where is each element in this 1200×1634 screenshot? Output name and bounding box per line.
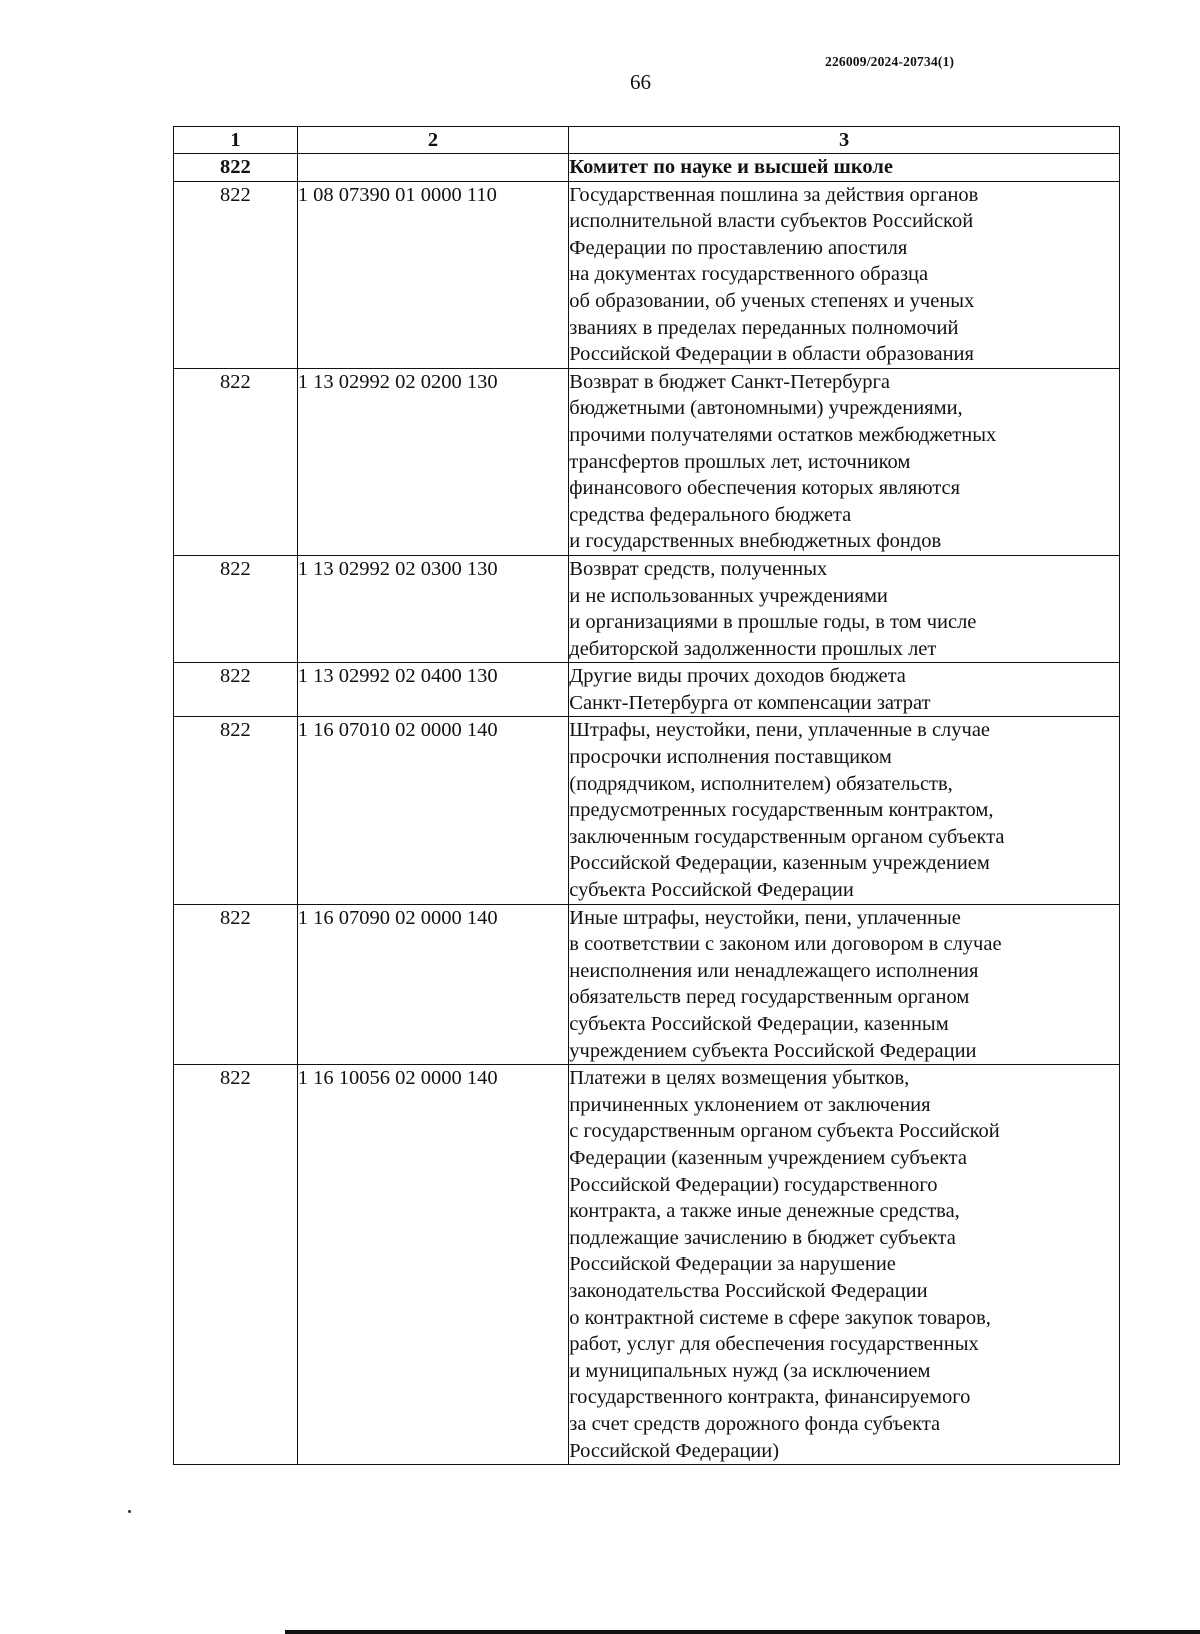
description-line: Российской Федерации в области образования [569, 343, 974, 366]
description-line: Российской Федерации за нарушение [569, 1253, 896, 1276]
budget-classification-code-cell: 1 13 02992 02 0400 130 [297, 663, 568, 717]
admin-code-cell: 822 [174, 717, 298, 904]
admin-code-cell: 822 [174, 181, 298, 368]
table-row [174, 555, 1120, 662]
revenue-description-cell [569, 904, 1120, 1065]
table-row [174, 181, 1120, 368]
description-line: званиях в пределах переданных полномочий [569, 316, 959, 339]
description-line: Российской Федерации) [569, 1439, 780, 1462]
section-title: Комитет по науке и высшей школе [569, 154, 1120, 182]
description-line: неисполнения или ненадлежащего исполнения [569, 959, 979, 982]
page-number: 66 [630, 70, 651, 94]
description-line: Российской Федерации, казенным учреждением [569, 852, 990, 875]
table-row [174, 1065, 1120, 1465]
description-line: Возврат в бюджет Санкт-Петербурга [569, 370, 890, 393]
description-line: контракта, а также иные денежные средства, [569, 1200, 960, 1223]
description-line: (подрядчиком, исполнителем) обязательств, [569, 772, 953, 795]
revenue-description-cell [569, 1065, 1120, 1465]
description-line: обязательств перед государственным органом [569, 986, 970, 1009]
description-line: причиненных уклонением от заключения [569, 1093, 931, 1116]
scan-bottom-edge-line [285, 1630, 1200, 1634]
document-registration-number: 226009/2024-20734(1) [825, 54, 955, 69]
revenue-description-cell [569, 368, 1120, 555]
admin-code-cell: 822 [174, 904, 298, 1065]
table-row [174, 717, 1120, 904]
description-line: на документах государственного образца [569, 263, 929, 286]
description-line: Штрафы, неустойки, пени, уплаченные в случае [569, 719, 991, 742]
column-header-1: 1 [174, 127, 298, 154]
revenue-description-cell [569, 663, 1120, 717]
description-line: субъекта Российской Федерации, казенным [569, 1013, 949, 1035]
description-line: Платежи в целях возмещения убытков, [569, 1067, 910, 1090]
budget-classification-code-cell: 1 16 07010 02 0000 140 [297, 717, 568, 904]
description-line: о контрактной системе в сфере закупок товаров, [569, 1306, 991, 1329]
revenue-description-cell [569, 717, 1120, 904]
revenue-description-cell [569, 555, 1120, 662]
section-admin-code: 822 [174, 154, 298, 182]
budget-classification-code-cell: 1 16 10056 02 0000 140 [297, 1065, 568, 1465]
description-line: Санкт-Петербурга от компенсации затрат [569, 691, 931, 714]
description-line: государственного контракта, финансируемого [569, 1386, 971, 1409]
description-line: финансового обеспечения которых являются [569, 477, 961, 500]
description-line: просрочки исполнения поставщиком [569, 746, 892, 769]
column-number-header-row [174, 127, 1120, 154]
budget-classification-code-cell: 1 16 07090 02 0000 140 [297, 904, 568, 1065]
description-line: Федерации по проставлению апостиля [569, 236, 908, 259]
description-line: Российской Федерации) государственного [569, 1173, 938, 1196]
description-line: субъекта Российской Федерации [569, 879, 854, 902]
description-line: законодательства Российской Федерации [569, 1279, 928, 1302]
table-row [174, 368, 1120, 555]
admin-code-cell: 822 [174, 368, 298, 555]
description-line: Иные штрафы, неустойки, пени, уплаченные [569, 906, 961, 929]
description-line: и не использованных учреждениями [569, 584, 888, 607]
admin-code-cell: 822 [174, 1065, 298, 1465]
description-line: Возврат средств, полученных [569, 557, 828, 580]
section-header-row [174, 154, 1120, 182]
admin-code-cell: 822 [174, 663, 298, 717]
table-row [174, 904, 1120, 1065]
description-line: дебиторской задолженности прошлых лет [569, 637, 937, 660]
column-header-3: 3 [569, 127, 1120, 154]
description-line: за счет средств дорожного фонда субъекта [569, 1412, 941, 1435]
table-row [174, 663, 1120, 717]
budget-classification-code-cell: 1 08 07390 01 0000 110 [297, 181, 568, 368]
description-line: и государственных внебюджетных фондов [569, 530, 942, 553]
description-line: средства федерального бюджета [569, 503, 852, 526]
budget-classification-code-cell: 1 13 02992 02 0300 130 [297, 555, 568, 662]
description-line: Другие виды прочих доходов бюджета [569, 665, 906, 688]
budget-classification-code-cell: 1 13 02992 02 0200 130 [297, 368, 568, 555]
description-line: Государственная пошлина за действия органов [569, 183, 979, 206]
description-line: предусмотренных государственным контрактом, [569, 799, 994, 822]
description-line: в соответствии с законом или договором в случае [569, 933, 1002, 956]
description-line: с государственным органом субъекта Российской [569, 1120, 1000, 1143]
section-empty-cell [297, 154, 568, 182]
revenue-classification-table [173, 126, 1120, 1465]
column-header-2: 2 [297, 127, 568, 154]
scan-speck [128, 1510, 131, 1513]
description-line: и муниципальных нужд (за исключением [569, 1359, 931, 1382]
description-line: и организациями в прошлые годы, в том числе [569, 611, 977, 634]
description-line: заключенным государственным органом субъекта [569, 825, 1005, 848]
description-line: трансфертов прошлых лет, источником [569, 450, 911, 473]
admin-code-cell: 822 [174, 555, 298, 662]
description-line: исполнительной власти субъектов Российской [569, 210, 974, 233]
description-line: учреждением субъекта Российской Федерации [569, 1039, 977, 1062]
description-line: подлежащие зачислению в бюджет субъекта [569, 1226, 956, 1249]
revenue-description-cell [569, 181, 1120, 368]
description-line: Федерации (казенным учреждением субъекта [569, 1146, 967, 1169]
description-line: бюджетными (автономными) учреждениями, [569, 397, 963, 420]
description-line: работ, услуг для обеспечения государственных [569, 1333, 979, 1356]
description-line: об образовании, об ученых степенях и ученых [569, 289, 975, 312]
description-line: прочими получателями остатков межбюджетных [569, 423, 997, 446]
